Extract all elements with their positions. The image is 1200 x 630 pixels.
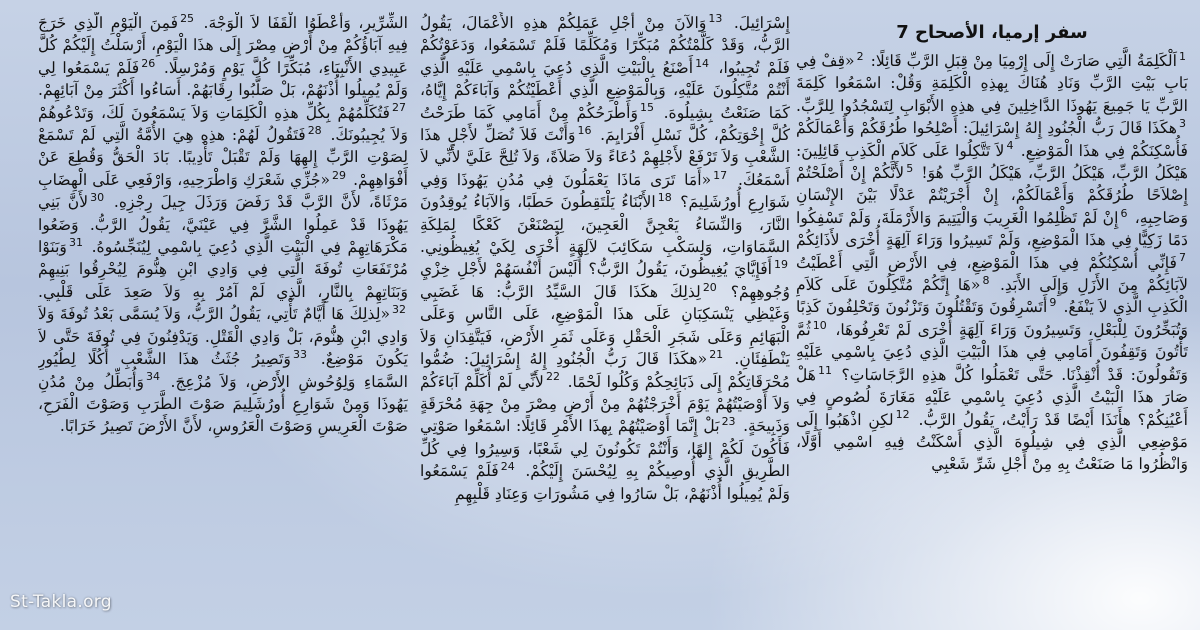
column-middle-text — [420, 12, 790, 505]
verse-number: 5 — [906, 161, 914, 175]
verse-number: 28 — [307, 123, 322, 137]
verse-number: 24 — [500, 459, 515, 473]
verse-number: 8 — [982, 273, 990, 287]
verse-text: إِسْرَائِيلَ. — [733, 14, 790, 32]
verse — [796, 206, 1188, 250]
verse-text: وَبَنَوْا مُرْتَفَعَاتِ تُوفَةَ الَّتِي فِي وَادِي ابْنِ هِنُّومَ لِيُحْرِقُوا بَنِيهِمْ وَبَنَاتِهِمْ بِالنَّارِ، الَّذِي لَمْ آمُرْ بِهِ وَلاَ صَعِدَ عَلَى قَلْبِي. — [38, 238, 408, 301]
verse-text: فَلَمْ يَسْمَعُوا لِي وَلَمْ يُمِيلُوا أُذْنَهُمْ، بَلْ صَلَّبُوا رِقَابَهُمْ. أَسَاءُوا أَكْثَرَ مِنْ آبَائِهِمْ. — [38, 58, 408, 100]
verse-text: إِنْ لَمْ تَظْلِمُوا الْغَرِيبَ وَالْيَتِيمَ وَالأَرْمَلَةَ، وَلَمْ تَسْفِكُوا دَمًا زَكِيًّا فِي هذَا الْمَوْضِعِ، وَلَمْ تَسِيرُوا وَرَاءَ آلِهَةٍ أُخْرَى لأَذَائِكُمْ — [796, 208, 1188, 250]
verse-number: 2 — [856, 49, 864, 63]
column-right-text — [796, 50, 1188, 476]
verse-text: «هَا إِنَّكُمْ مُتَّكِلُونَ عَلَى كَلاَمِ الْكَذِبِ الَّذِي لاَ يَنْفَعُ. — [796, 276, 1188, 317]
column-right — [796, 20, 1188, 624]
verse-number: 10 — [812, 318, 827, 332]
verse-text: «لِذلِكَ هَا أَيَّامٌ تَأْتِي، يَقُولُ الرَّبُّ، وَلاَ يُسَمَّى بَعْدُ تُوفَةَ وَلاَ وَادِي ابْنِ هِنُّومَ، بَلْ وَادِي الْقَتْلِ. وَيَدْفِنُونَ فِي تُوفَةَ حَتَّى لاَ يَكُونَ مَوْضِعٌ. — [38, 305, 408, 369]
verse-number: 20 — [702, 280, 717, 294]
verse-number: 16 — [577, 123, 592, 137]
verse-text: فَإِنِّي أُسْكِنُكُمْ فِي هذَا الْمَوْضِعِ، فِي الأَرْضِ الَّتِي أَعْطَيْتُ لآبَائِكُمْ مِنَ الأَزَلِ وَإِلَى الأَبَدِ. — [796, 253, 1188, 295]
verse-number: 26 — [141, 56, 156, 70]
chapter-title: سفر إرميا، الأصحاح 7 — [896, 22, 1088, 43]
verse-number: 15 — [639, 101, 654, 115]
verse-text: لكِنِ اذْهَبُوا إِلَى مَوْضِعِي الَّذِي فِي شِيلُوهَ الَّذِي أَسْكَنْتُ فِيهِ اسْمِي أَوَّلًا، وَانْظُرُوا مَا صَنَعْتُ بِهِ مِنْ أَجْلِ شَرِّ شَعْبِي — [796, 410, 1188, 474]
verse-text: أَصْنَعُ بِالْبَيْتِ الَّذِي دُعِيَ بِاسْمِي عَلَيْهِ الَّذِي أَنْتُمْ مُتَّكِلُونَ عَلَيْهِ، وَبِالْمَوْضِعِ الَّذِي أَعْطَيْتُكُمْ وَآبَاءَكُمْ إِيَّاهُ، كَمَا صَنَعْتُ بِشِيلُوهَ. — [420, 58, 790, 122]
verse-text: فَتُكَلِّمُهُمْ بِكُلِّ هذِهِ الْكَلِمَاتِ وَلاَ يَسْمَعُونَ لَكَ، وَتَدْعُوهُمْ وَلاَ يُجِيبُونَكَ. — [38, 103, 408, 145]
verse-number: 32 — [392, 303, 406, 317]
column-middle — [420, 12, 790, 624]
verse-number: 33 — [292, 347, 307, 361]
verse-text: بَلْ إِنَّمَا أَوْصَيْتُهُمْ بِهذَا الأَمْرِ قَائِلًا: اسْمَعُوا صَوْتِي فَأَكُونَ لَكُمْ إِلهًا، وَأَنْتُمْ تَكُونُونَ لِي شَعْبًا، وَسِيرُوا فِي كُلِّ الطَّرِيقِ الَّذِي أُوصِيكُمْ بِهِ لِيُحْسَنَ إِلَيْكُمْ. — [420, 417, 790, 481]
verse — [204, 14, 408, 32]
verse-text: لِذلِكَ هكَذَا قَالَ السَّيِّدُ الرَّبُّ: هَا غَضَبِي وَغَيْظِي يَنْسَكِبَانِ عَلَى هذَا الْمَوْضِعِ، عَلَى النَّاسِ وَعَلَى الْبَهَائِمِ وَعَلَى شَجَرِ الْحَقْلِ وَعَلَى ثَمَرِ الأَرْضِ، فَيَتَّقِدَانِ وَلاَ يَنْطَفِئَانِ. — [420, 282, 790, 369]
verse-number: 23 — [721, 415, 736, 429]
verse-text: وَأَطْرَحُكُمْ مِنْ أَمَامِي كَمَا طَرَحْتُ كُلَّ إِخْوَتِكُمْ، كُلَّ نَسْلِ أَفْرَايِمَ. — [420, 103, 790, 145]
verse-number: 18 — [657, 191, 672, 205]
verse — [734, 14, 790, 32]
verse-number: 6 — [1120, 206, 1128, 220]
verse-text: فَتَقُولُ لَهُمْ: هذِهِ هِيَ الأُمَّةُ الَّتِي لَمْ تَسْمَعْ لِصَوْتِ الرَّبِّ إِلهِهَا وَلَمْ تَقْبَلْ تَأْدِيبًا. بَادَ الْحَقُّ وَقُطِعَ عَنْ أَفْوَاهِهِمْ. — [38, 126, 408, 189]
verse-text: وَالآنَ مِنْ أَجْلِ عَمَلِكُمْ هذِهِ الأَعْمَالَ، يَقُولُ الرَّبُّ، وَقَدْ كَلَّمْتُكُمْ مُبَكِّرًا وَمُكَلِّمًا فَلَمْ تَسْمَعُوا، وَدَعَوْتُكُمْ فَلَمْ تُجِيبُوا، — [420, 14, 790, 77]
verse-number: 34 — [146, 370, 161, 384]
verse-text: فَلَمْ يَسْمَعُوا وَلَمْ يُمِيلُوا أُذْنَهُمْ، بَلْ سَارُوا فِي مَشُورَاتِ وَعِنَادِ قَلْبِهِمِ — [420, 462, 790, 503]
verse-text: الشِّرِّيرِ، وَأَعْطَوُا الْقَفَا لاَ الْوَجْهَ. — [203, 14, 408, 32]
verse-text: وَأَنْتَ فَلاَ تُصَلِّ لأَجْلِ هذَا الشَّعْبِ وَلاَ تَرْفَعْ لأَجْلِهِمْ دُعَاءً وَلاَ صَلاَةً، وَلاَ تُلِحَّ عَلَيَّ لأَنِّي لاَ أَسْمَعُكَ. — [420, 126, 790, 189]
verse-number: 17 — [713, 168, 728, 182]
verse-number: 27 — [392, 101, 406, 115]
verse-text: لأَنَّ بَنِي يَهُوذَا قَدْ عَمِلُوا الشَّرَّ فِي عَيْنَيَّ، يَقُولُ الرَّبُّ. وَضَعُوا مَكْرَهَاتِهِمْ فِي الْبَيْتِ الَّذِي دُعِيَ بِاسْمِي لِيُنَجِّسُوهُ. — [38, 193, 408, 257]
verse-text: فَمِنَ الْيَوْمِ الَّذِي خَرَجَ فِيهِ آبَاؤُكُمْ مِنْ أَرْضِ مِصْرَ إِلَى هذَا الْيَوْمِ، أَرْسَلْتُ إِلَيْكُمْ كُلَّ عَبِيدِي الأَنْبِيَاءِ، مُبَكِّرًا كُلَّ يَوْمٍ وَمُرْسِلًا. — [38, 14, 408, 77]
verse — [870, 49, 1188, 70]
column-left — [38, 12, 408, 624]
verse-text: اَلْكَلِمَةُ الَّتِي صَارَتْ إِلَى إِرْمِيَا مِنْ قِبَلِ الرَّبِّ قَائِلًا: — [870, 52, 1178, 70]
verse-number: 30 — [90, 191, 105, 205]
verse-number: 3 — [1179, 117, 1186, 131]
verse-text: لأَنِّي لَمْ أُكَلِّمْ آبَاءَكُمْ وَلاَ أَوْصَيْتُهُمْ يَوْمَ أَخْرَجْتُهُمْ مِنْ أَرْضِ مِصْرَ مِنْ جِهَةِ مُحْرَقَةٍ وَذَبِيحَةٍ. — [420, 372, 790, 436]
verse-text: «قِفْ فِي بَابِ بَيْتِ الرَّبِّ وَنَادِ هُنَاكَ بِهذِهِ الْكَلِمَةِ وَقُلْ: اسْمَعُوا كَلِمَةَ الرَّبِّ يَا جَمِيعَ يَهُوذَا الدَّاخِلِينَ فِي هذِهِ الأَبْوَابِ لِتَسْجُدُوا لِلرَّبِّ. — [796, 52, 1188, 115]
verse-text: أَتَسْرِقُونَ وَتَقْتُلُونَ وَتَزْنُونَ وَتَحْلِفُونَ كَذِبًا وَتُبَخِّرُونَ لِلْبَعْلِ، وَتَسِيرُونَ وَرَاءَ آلِهَةٍ أُخْرَى لَمْ تَعْرِفُوهَا، — [796, 298, 1188, 339]
verse-text: هكَذَا قَالَ رَبُّ الْجُنُودِ إِلهُ إِسْرَائِيلَ: أَصْلِحُوا طُرُقَكُمْ وَأَعْمَالَكُمْ فَأُسْكِنَكُمْ فِي هذَا الْمَوْضِعِ. — [796, 119, 1188, 160]
verse-number: 9 — [1049, 296, 1057, 310]
verse-number: 19 — [774, 258, 788, 272]
verse-text: «هكَذَا قَالَ رَبُّ الْجُنُودِ إِلهُ إِسْرَائِيلَ: ضُمُّوا مُحْرَقَاتِكُمْ إِلَى ذَبَائِحِكُمْ وَكُلُوا لَحْمًا. — [420, 350, 790, 391]
verse-number: 12 — [895, 408, 910, 422]
verse-text: أَفَإِيَّايَ يُغِيظُونَ، يَقُولُ الرَّبُّ؟ أَلَيْسَ أَنْفُسَهُمْ لأَجْلِ خِزْيِ وُجُوهِهِمْ؟ — [420, 260, 790, 301]
verse-number: 25 — [180, 12, 195, 25]
verse-text: ثُمَّ تَأْتُونَ وَتَقِفُونَ أَمَامِي فِي هذَا الْبَيْتِ الَّذِي دُعِيَ بِاسْمِي عَلَيْهِ وَتَقُولُونَ: قَدْ أُنْقِذْنَا. حَتَّى تَعْمَلُوا كُلَّ هذِهِ الرَّجَاسَاتِ؟ — [796, 320, 1188, 384]
verse-text: «جُزِّي شَعْرَكِ وَاطْرَحِيهِ، وَارْفَعِي عَلَى الْهِضَابِ مَرْثَاةً، لأَنَّ الرَّبَّ قَدْ رَفَضَ وَرَذَلَ جِيلَ رِجْزِهِ. — [38, 170, 408, 212]
column-left-text — [38, 12, 408, 438]
verse-number: 4 — [1006, 139, 1014, 153]
verse-text: الأَبْنَاءُ يَلْتَقِطُونَ حَطَبًا، وَالآبَاءُ يُوقِدُونَ النَّارَ، وَالنِّسَاءُ يَعْجِنَّ الْعَجِينَ، لِيَصْنَعْنَ كَعْكًا لِمَلِكَةِ السَّمَاوَاتِ، وَلِسَكْبِ سَكَائِبَ لآلِهَةٍ أُخْرَى لِكَيْ يُغِيظُونِي. — [420, 193, 790, 257]
verse-number: 31 — [68, 235, 83, 249]
verse-text: وَتَصِيرُ جُثَثُ هذَا الشَّعْبِ أُكُلًا لِطُيُورِ السَّمَاءِ وَلِوُحُوشِ الأَرْضِ، وَلاَ مُزْعِجَ. — [38, 350, 408, 391]
verse-text: هَلْ صَارَ هذَا الْبَيْتُ الَّذِي دُعِيَ بِاسْمِي عَلَيْهِ مَغَارَةَ لُصُوصٍ فِي أَعْيُنِكُمْ؟ هأَنَذَا أَيْضًا قَدْ رَأَيْتُ، يَقُولُ الرَّبُّ. — [796, 365, 1188, 429]
verse-text: لأَنَّكُمْ إِنْ أَصْلَحْتُمْ إِصْلاَحًا طُرُقَكُمْ وَأَعْمَالَكُمْ، إِنْ أَجْرَيْتُمْ عَدْلًا بَيْنَ الإِنْسَانِ وَصَاحِبِهِ، — [796, 164, 1188, 227]
verse-text: وَأُبَطِّلُ مِنْ مُدُنِ يَهُوذَا وَمِنْ شَوَارِعِ أُورُشَلِيمَ صَوْتَ الطَّرَبِ وَصَوْتَ الْفَرَحِ، صَوْتَ الْعَرِيسِ وَصَوْتَ الْعَرُوسِ، لأَنَّ الأَرْضَ تَصِيرُ خَرَابًا. — [38, 372, 408, 436]
verse-number: 11 — [818, 363, 833, 377]
verse-number: 13 — [708, 12, 723, 25]
site-watermark: St-Takla.org — [10, 592, 112, 612]
verse-number: 21 — [709, 347, 724, 361]
verse-number: 7 — [1179, 251, 1186, 265]
verse-number: 14 — [695, 56, 710, 70]
verse-number: 1 — [1179, 49, 1187, 63]
verse-number: 29 — [332, 168, 346, 182]
verse-number: 22 — [545, 370, 560, 384]
verse-text: «أَمَا تَرَى مَاذَا يَعْمَلُونَ فِي مُدُنِ يَهُوذَا وَفِي شَوَارِعِ أُورُشَلِيمَ؟ — [420, 170, 790, 212]
verse-text: لاَ تَتَّكِلُوا عَلَى كَلاَمِ الْكَذِبِ قَائِلِينَ: هَيْكَلُ الرَّبِّ، هَيْكَلُ الرَّبِّ، هَيْكَلُ الرَّبِّ هُوَ! — [796, 141, 1188, 183]
